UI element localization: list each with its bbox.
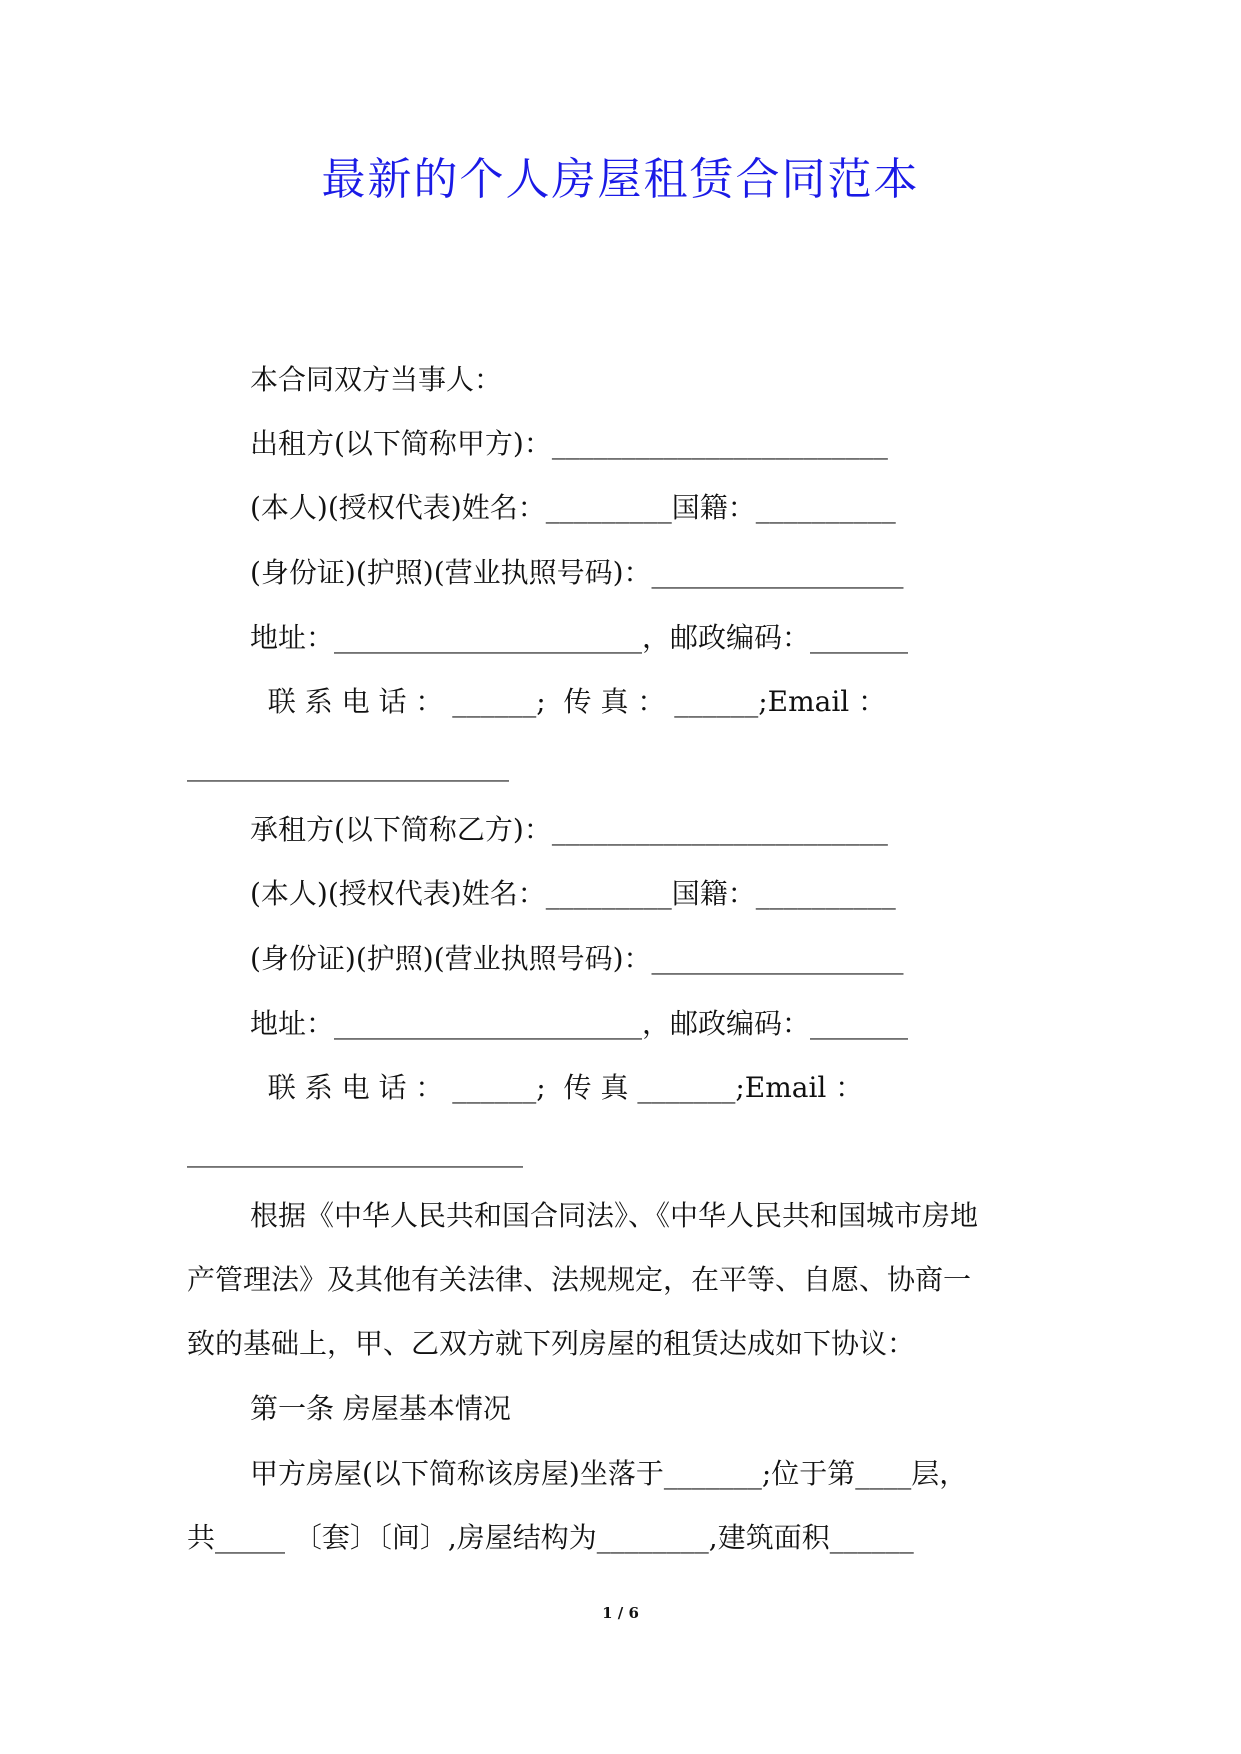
lessee-name-nationality-line: (本人)(授权代表)姓名：_________国籍：__________ — [250, 877, 896, 910]
lessor-name-nationality-line: (本人)(授权代表)姓名：_________国籍：__________ — [250, 491, 896, 524]
legal-basis-line-3: 致的基础上，甲、乙双方就下列房屋的租赁达成如下协议： — [187, 1327, 916, 1360]
document-title: 最新的个人房屋租赁合同范本 — [321, 154, 920, 205]
article-one-heading: 第一条 房屋基本情况 — [250, 1392, 511, 1425]
legal-basis-line-2: 产管理法》及其他有关法律、法规规定，在平等、自愿、协商一 — [187, 1263, 972, 1296]
lessor-address-line: 地址：______________________，邮政编码：_______ — [250, 621, 909, 654]
lessor-email-blank-line: _______________________ — [187, 749, 509, 782]
lessee-id-line: (身份证)(护照)(营业执照号码)：__________________ — [250, 942, 904, 975]
lessee-address-line: 地址：______________________，邮政编码：_______ — [250, 1007, 909, 1040]
lessee-email-blank-line: ________________________ — [187, 1135, 523, 1168]
lessee-line: 承租方(以下简称乙方)：________________________ — [250, 813, 888, 846]
parties-intro-line: 本合同双方当事人： — [250, 363, 503, 396]
page-indicator: 1 / 6 — [602, 1604, 639, 1622]
lessor-line: 出租方(以下简称甲方)：________________________ — [250, 427, 888, 460]
lessor-contact-line: 联 系 电 话 ： ______; 传 真 ： ______;Email ： — [250, 685, 887, 718]
property-location-line: 甲方房屋(以下简称该房屋)坐落于_______;位于第____层， — [250, 1457, 968, 1490]
lessor-id-line: (身份证)(护照)(营业执照号码)：__________________ — [250, 556, 904, 589]
property-structure-line: 共_____ 〔套〕〔间〕,房屋结构为________,建筑面积______ — [187, 1521, 914, 1554]
lessee-contact-line: 联 系 电 话 ： ______; 传 真 _______;Email ： — [250, 1071, 864, 1104]
legal-basis-line-1: 根据《中华人民共和国合同法》、《中华人民共和国城市房地 — [250, 1199, 979, 1232]
